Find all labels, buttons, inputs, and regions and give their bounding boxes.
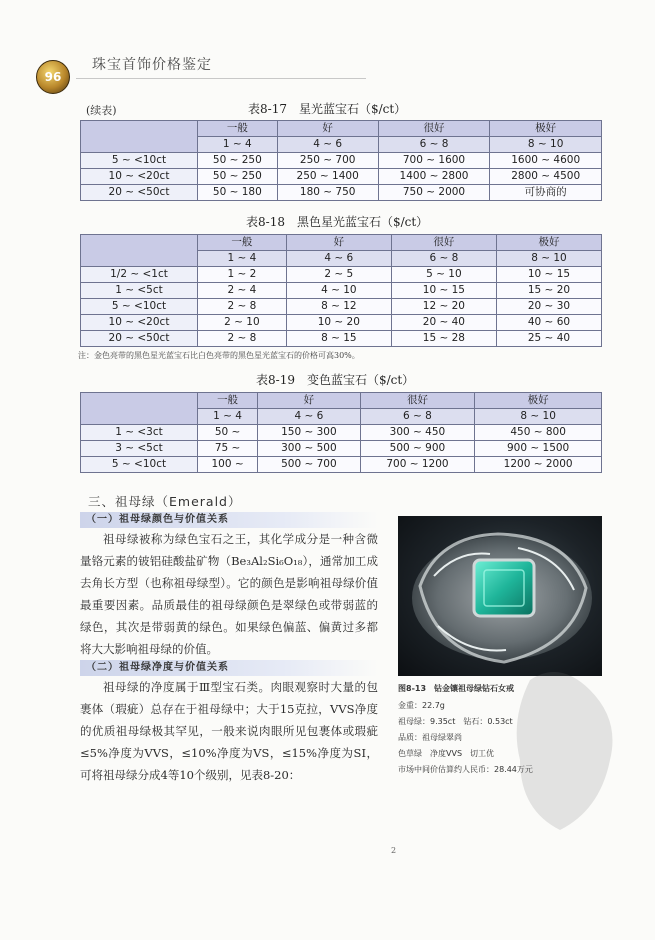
- price-cell: 4 ~ 10: [286, 283, 391, 299]
- price-cell: 40 ~ 60: [496, 315, 601, 331]
- price-cell: 2 ~ 10: [198, 315, 287, 331]
- grade-name: 极好: [475, 393, 602, 409]
- figure-caption-line: 市场中间价估算约人民币：28.44万元: [398, 765, 533, 774]
- grade-name: 一般: [198, 393, 258, 409]
- figure-caption-line: 色草绿 净度VVS 切工优: [398, 749, 495, 758]
- price-cell: 10 ~ 15: [496, 267, 601, 283]
- price-cell: 500 ~ 700: [258, 457, 361, 473]
- weight-cell: 10 ~ <20ct: [81, 315, 198, 331]
- price-cell: 450 ~ 800: [475, 425, 602, 441]
- price-cell: 15 ~ 20: [496, 283, 601, 299]
- price-cell: 1 ~ 2: [198, 267, 287, 283]
- grade-range: 1 ~ 4: [198, 251, 287, 267]
- grade-range: 6 ~ 8: [378, 137, 490, 153]
- price-cell: 10 ~ 15: [391, 283, 496, 299]
- weight-cell: 5 ~ <10ct: [81, 153, 198, 169]
- price-cell: 20 ~ 40: [391, 315, 496, 331]
- table-18: [80, 234, 602, 347]
- table-corner-cell: [81, 121, 198, 153]
- price-cell: 2 ~ 8: [198, 331, 287, 347]
- figure-caption-line: 祖母绿：9.35ct 钻石：0.53ct: [398, 717, 513, 726]
- table-row: [81, 425, 602, 441]
- price-cell: 2 ~ 5: [286, 267, 391, 283]
- weight-cell: 10 ~ <20ct: [81, 169, 198, 185]
- price-cell: 2800 ~ 4500: [490, 169, 602, 185]
- price-cell: 300 ~ 500: [258, 441, 361, 457]
- table-row: [81, 283, 602, 299]
- price-cell: 50 ~: [198, 425, 258, 441]
- table-row: [81, 185, 602, 201]
- page-header: [28, 54, 628, 94]
- paragraph-color: 祖母绿被称为绿色宝石之王，其化学成分是一种含微量铬元素的铍铝硅酸盐矿物（Be₃Al₂Si₆O₁₈），通常加工成去角长方型（也称祖母绿型）。它的颜色是影响祖母绿价值最重要因素。品质最佳的祖母绿颜色是翠绿色或带弱蓝的绿色，其次是带弱黄的绿色。如果绿色偏蓝、偏黄过多都将大大影响祖母绿的价值。: [80, 532, 378, 656]
- grade-range: 6 ~ 8: [391, 251, 496, 267]
- table-row: [81, 169, 602, 185]
- price-cell: 250 ~ 1400: [277, 169, 378, 185]
- section-title: 三、祖母绿（Emerald）: [88, 494, 242, 509]
- table-19-caption: 表8-19 变色蓝宝石（$/ct）: [256, 373, 415, 387]
- table-row: [81, 267, 602, 283]
- table-row: [81, 299, 602, 315]
- page-mark: 2: [391, 846, 397, 855]
- price-cell: 1600 ~ 4600: [490, 153, 602, 169]
- grade-name: 极好: [490, 121, 602, 137]
- table-17-caption: 表8-17 星光蓝宝石（$/ct）: [248, 102, 407, 116]
- price-cell: 700 ~ 1600: [378, 153, 490, 169]
- price-cell: 2 ~ 4: [198, 283, 287, 299]
- paragraph-clarity: 祖母绿的净度属于Ⅲ型宝石类。肉眼观察时大量的包裹体（瑕疵）总存在于祖母绿中；大于15克拉，VVS净度的优质祖母绿极其罕见，一般来说肉眼所见包裹体或瑕疵≤5%净度为VVS，≤10%净度为VS，≤15%净度为SI，可将祖母绿分成4等10个级别，见表8-20：: [80, 680, 378, 782]
- grade-range: 4 ~ 6: [277, 137, 378, 153]
- grade-name: 很好: [360, 393, 475, 409]
- price-cell: 900 ~ 1500: [475, 441, 602, 457]
- emerald-ring-photo: [398, 516, 602, 676]
- grade-name: 一般: [198, 121, 278, 137]
- price-cell: 1200 ~ 2000: [475, 457, 602, 473]
- subsection-heading-color: （一）祖母绿颜色与价值关系: [80, 512, 378, 528]
- ring-illustration: [398, 516, 602, 676]
- price-cell: 500 ~ 900: [360, 441, 475, 457]
- grade-range: 4 ~ 6: [286, 251, 391, 267]
- grade-name: 一般: [198, 235, 287, 251]
- figure-caption-title: 图8-13 钻金镶祖母绿钻石女戒: [398, 684, 515, 693]
- grade-range: 8 ~ 10: [475, 409, 602, 425]
- price-cell: 700 ~ 1200: [360, 457, 475, 473]
- price-cell: 可协商的: [490, 185, 602, 201]
- subsection-heading-clarity: （二）祖母绿净度与价值关系: [80, 660, 378, 676]
- table-17: [80, 120, 602, 201]
- watermark-seal: [500, 660, 650, 840]
- table-row: [81, 331, 602, 347]
- price-cell: 50 ~ 250: [198, 153, 278, 169]
- grade-name: 很好: [378, 121, 490, 137]
- table-19: [80, 392, 602, 473]
- price-cell: 50 ~ 180: [198, 185, 278, 201]
- header-rule: [76, 78, 366, 79]
- table-18-caption: 表8-18 黑色星光蓝宝石（$/ct）: [246, 215, 429, 229]
- price-cell: 100 ~: [198, 457, 258, 473]
- price-cell: 8 ~ 12: [286, 299, 391, 315]
- weight-cell: 5 ~ <10ct: [81, 299, 198, 315]
- table-continued-label: (续表): [86, 104, 117, 117]
- price-cell: 12 ~ 20: [391, 299, 496, 315]
- grade-name: 很好: [391, 235, 496, 251]
- grade-range: 8 ~ 10: [496, 251, 601, 267]
- weight-cell: 20 ~ <50ct: [81, 185, 198, 201]
- weight-cell: 1/2 ~ <1ct: [81, 267, 198, 283]
- price-cell: 150 ~ 300: [258, 425, 361, 441]
- price-cell: 75 ~: [198, 441, 258, 457]
- price-cell: 10 ~ 20: [286, 315, 391, 331]
- grade-name: 好: [277, 121, 378, 137]
- grade-name: 极好: [496, 235, 601, 251]
- figure-caption-line: 品质：祖母绿翠尚: [398, 733, 462, 742]
- grade-name: 好: [286, 235, 391, 251]
- table-row: [81, 457, 602, 473]
- grade-range: 1 ~ 4: [198, 137, 278, 153]
- weight-cell: 1 ~ <5ct: [81, 283, 198, 299]
- price-cell: 20 ~ 30: [496, 299, 601, 315]
- price-cell: 300 ~ 450: [360, 425, 475, 441]
- book-title: 珠宝首饰价格鉴定: [92, 57, 212, 73]
- price-cell: 15 ~ 28: [391, 331, 496, 347]
- grade-range: 4 ~ 6: [258, 409, 361, 425]
- figure-caption-line: 金重：22.7g: [398, 701, 445, 710]
- page-number-badge: 96: [36, 60, 70, 94]
- price-cell: 2 ~ 8: [198, 299, 287, 315]
- price-cell: 750 ~ 2000: [378, 185, 490, 201]
- price-cell: 180 ~ 750: [277, 185, 378, 201]
- table-row: [81, 153, 602, 169]
- table-corner-cell: [81, 235, 198, 267]
- weight-cell: 3 ~ <5ct: [81, 441, 198, 457]
- price-cell: 50 ~ 250: [198, 169, 278, 185]
- table-row: [81, 441, 602, 457]
- price-cell: 1400 ~ 2800: [378, 169, 490, 185]
- table-row: [81, 315, 602, 331]
- price-cell: 25 ~ 40: [496, 331, 601, 347]
- table-corner-cell: [81, 393, 198, 425]
- price-cell: 250 ~ 700: [277, 153, 378, 169]
- grade-range: 8 ~ 10: [490, 137, 602, 153]
- grade-range: 1 ~ 4: [198, 409, 258, 425]
- weight-cell: 5 ~ <10ct: [81, 457, 198, 473]
- grade-range: 6 ~ 8: [360, 409, 475, 425]
- weight-cell: 20 ~ <50ct: [81, 331, 198, 347]
- weight-cell: 1 ~ <3ct: [81, 425, 198, 441]
- price-cell: 5 ~ 10: [391, 267, 496, 283]
- price-cell: 8 ~ 15: [286, 331, 391, 347]
- grade-name: 好: [258, 393, 361, 409]
- table-18-note: 注：金色亮带的黑色星光蓝宝石比白色亮带的黑色星光蓝宝石的价格可高30%。: [78, 351, 360, 360]
